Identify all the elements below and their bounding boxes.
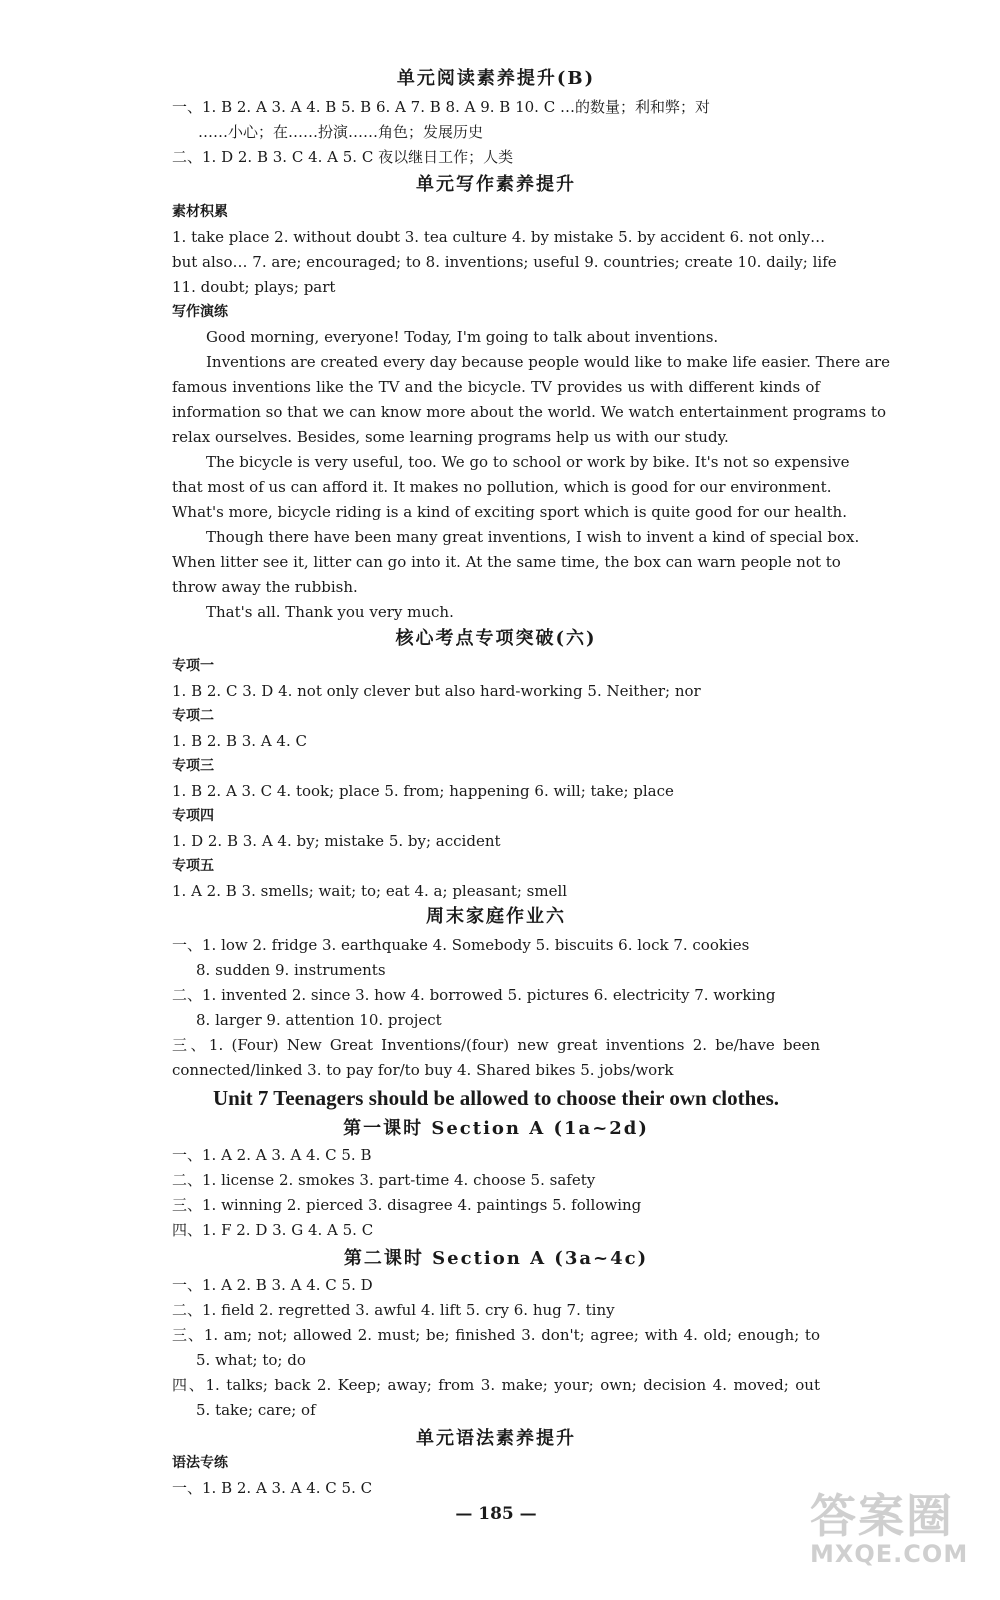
section-title-reading-b: 单元阅读素养提升(B) — [396, 68, 596, 89]
watermark-logo — [810, 1480, 968, 1568]
answer-line: 11. doubt; plays; part — [172, 278, 336, 296]
answer-line: 8. larger 9. attention 10. project — [196, 1011, 442, 1029]
essay-line: relax ourselves. Besides, some learning programs help us with our study. — [172, 428, 729, 446]
answer-line: 1. take place 2. without doubt 3. tea culture 4. by mistake 5. by accident 6. not only… — [172, 228, 826, 246]
subheading-item: 专项一 — [172, 658, 214, 674]
essay-line: Though there have been many great inventions, I wish to invent a kind of special box. — [206, 528, 860, 546]
essay-line: throw away the rubbish. — [172, 578, 358, 596]
answer-line: 一、1. B 2. A 3. A 4. C 5. C — [172, 1479, 373, 1497]
answer-line: 三、1. winning 2. pierced 3. disagree 4. paintings 5. following — [172, 1196, 642, 1214]
answer-line: ……小心；在……扮演……角色；发展历史 — [198, 123, 484, 141]
answer-line: 一、1. B 2. A 3. A 4. B 5. B 6. A 7. B 8. A 9. B 10. C …的数量；利和弊；对 — [172, 98, 710, 116]
essay-line: That's all. Thank you very much. — [206, 603, 454, 621]
subheading-item: 专项五 — [172, 858, 214, 874]
answer-line: 1. B 2. B 3. A 4. C — [172, 732, 307, 750]
answer-line: 三、1. (Four) New Great Inventions/(four) new great inventions 2. be/have been — [172, 1036, 820, 1054]
answer-line: 二、1. field 2. regretted 3. awful 4. lift 5. cry 6. hug 7. tiny — [172, 1301, 615, 1319]
answer-line: 5. what; to; do — [196, 1351, 306, 1369]
answer-line: connected/linked 3. to pay for/to buy 4. Shared bikes 5. jobs/work — [172, 1061, 674, 1079]
answer-line: 四、1. talks; back 2. Keep; away; from 3. make; your; own; decision 4. moved; out — [172, 1376, 820, 1394]
essay-line: that most of us can afford it. It makes no pollution, which is good for our environment. — [172, 478, 832, 496]
essay-line: The bicycle is very useful, too. We go to school or work by bike. It's not so expensive — [206, 453, 850, 471]
answer-line: 三、1. am; not; allowed 2. must; be; finished 3. don't; agree; with 4. old; enough; to — [172, 1326, 820, 1344]
answer-line: 5. take; care; of — [196, 1401, 316, 1419]
section-title-grammar: 单元语法素养提升 — [416, 1428, 576, 1449]
subheading-grammar: 语法专练 — [172, 1455, 228, 1471]
answer-line: 一、1. A 2. B 3. A 4. C 5. D — [172, 1276, 373, 1294]
lesson-title-2: 第二课时 Section A (3a~4c) — [343, 1248, 649, 1269]
watermark-text: 答案圈 — [810, 1489, 954, 1543]
essay-line: What's more, bicycle riding is a kind of exciting sport which is quite good for our health. — [172, 503, 847, 521]
subheading-material: 素材积累 — [172, 204, 228, 220]
answer-line: 一、1. low 2. fridge 3. earthquake 4. Somebody 5. biscuits 6. lock 7. cookies — [172, 936, 750, 954]
answer-line: 四、1. F 2. D 3. G 4. A 5. C — [172, 1221, 374, 1239]
section-title-weekend: 周末家庭作业六 — [426, 906, 566, 927]
subheading-writing: 写作演练 — [172, 304, 228, 320]
essay-line: When litter see it, litter can go into it. At the same time, the box can warn people not to — [172, 553, 841, 571]
essay-line: Good morning, everyone! Today, I'm going to talk about inventions. — [206, 328, 719, 346]
essay-line: information so that we can know more about the world. We watch entertainment programs to — [172, 403, 886, 421]
answer-line: 1. D 2. B 3. A 4. by; mistake 5. by; accident — [172, 832, 501, 850]
unit-title: Unit 7 Teenagers should be allowed to choose their own clothes. — [212, 1086, 780, 1110]
answer-line: 二、1. D 2. B 3. C 4. A 5. C 夜以继日工作；人类 — [172, 148, 514, 166]
answer-line: but also… 7. are; encouraged; to 8. inventions; useful 9. countries; create 10. daily; life — [172, 253, 837, 271]
answer-line: 1. B 2. C 3. D 4. not only clever but also hard-working 5. Neither; nor — [172, 682, 701, 700]
answer-line: 二、1. invented 2. since 3. how 4. borrowed 5. pictures 6. electricity 7. working — [172, 986, 776, 1004]
page-number: — 185 — — [455, 1504, 537, 1524]
section-title-writing: 单元写作素养提升 — [416, 174, 576, 195]
answer-line: 1. B 2. A 3. C 4. took; place 5. from; happening 6. will; take; place — [172, 782, 674, 800]
subheading-item: 专项四 — [172, 808, 214, 824]
answer-line: 二、1. license 2. smokes 3. part-time 4. choose 5. safety — [172, 1171, 596, 1189]
subheading-item: 专项二 — [172, 708, 214, 724]
answer-line: 8. sudden 9. instruments — [196, 961, 386, 979]
answer-line: 一、1. A 2. A 3. A 4. C 5. B — [172, 1146, 372, 1164]
lesson-title-1: 第一课时 Section A (1a~2d) — [343, 1118, 649, 1139]
subheading-item: 专项三 — [172, 758, 214, 774]
essay-line: famous inventions like the TV and the bicycle. TV provides us with different kinds of — [172, 378, 820, 396]
answer-line: 1. A 2. B 3. smells; wait; to; eat 4. a; pleasant; smell — [172, 882, 568, 900]
watermark-url: MXQE.COM — [810, 1540, 969, 1568]
essay-line: Inventions are created every day because people would like to make life easier. There are — [206, 353, 890, 371]
section-title-core: 核心考点专项突破(六) — [395, 628, 597, 649]
